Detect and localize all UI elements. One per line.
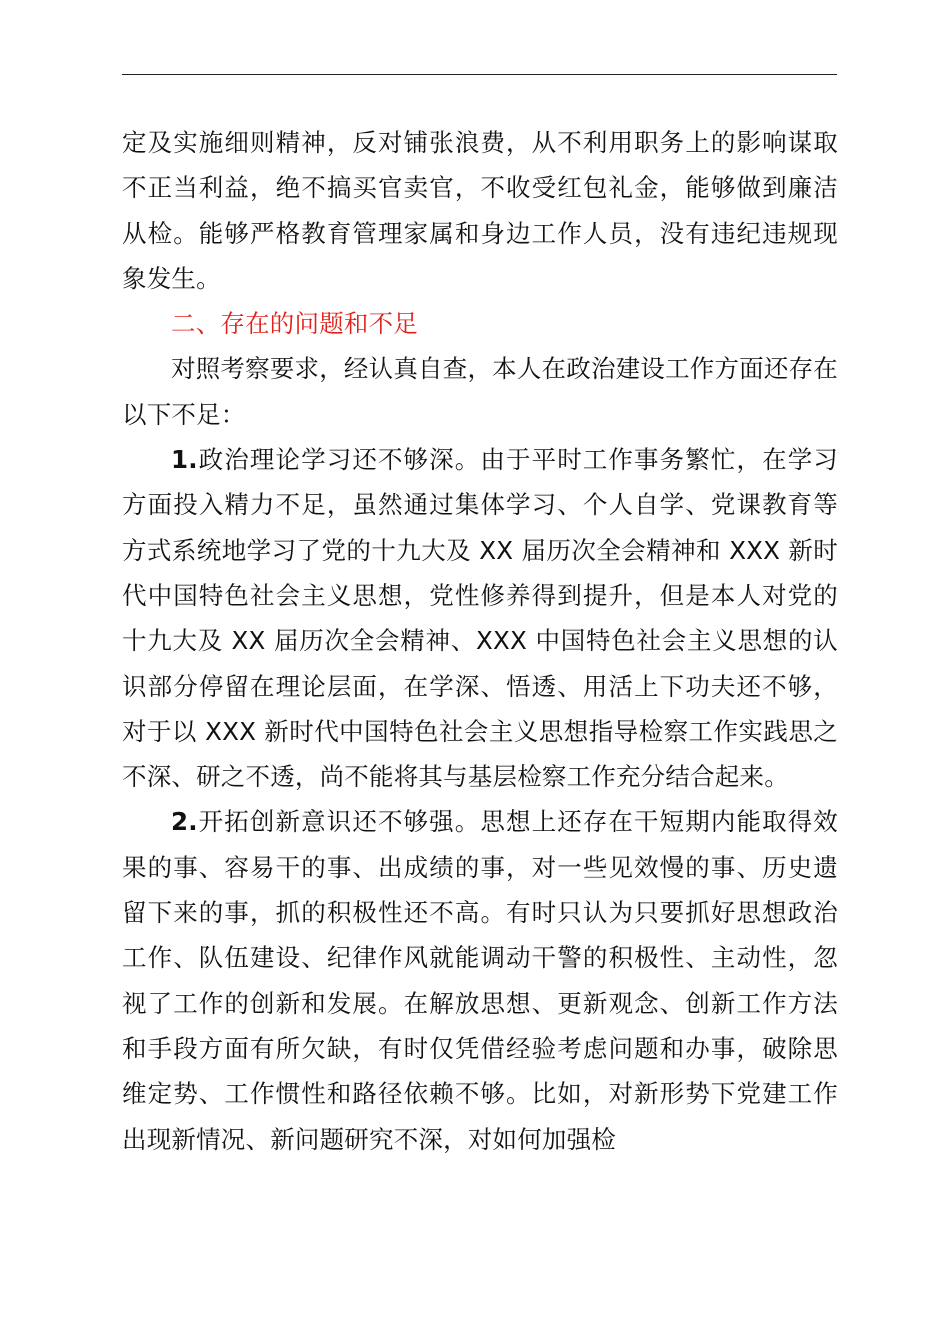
paragraph-continuation: 定及实施细则精神，反对铺张浪费，从不利用职务上的影响谋取不正当利益，绝不搞买官卖官，不收受红包礼金，能够做到廉洁从检。能够严格教育管理家属和身边工作人员，没有违纪违规现象发生。 (122, 128, 838, 293)
item-number: 1. (171, 445, 198, 475)
item-text: 政治理论学习还不够深。由于平时工作事务繁忙，在学习方面投入精力不足，虽然通过集体学习、个人自学、党课教育等方式系统地学习了党的十九大及 XX 届历次全会精神和 XXX 新时代中国特色社会主义思想，党性修养得到提升，但是本人对党的十九大及 XX 届历次全会精神、XXX 中国特色社会主义思想的认识部分停留在理论层面，在学深、悟透、用活上下功夫还不够，对于以 XXX 新时代中国特色社会主义思想指导检察工作实践思之不深、研之不透，尚不能将其与基层检察工作充分结合起来。 (122, 445, 838, 792)
item-number: 2. (171, 807, 198, 837)
header-rule (122, 74, 837, 75)
paragraph-item-1 (122, 437, 838, 799)
paragraph-item-2 (122, 799, 838, 1161)
item-text: 开拓创新意识还不够强。思想上还存在干短期内能取得效果的事、容易干的事、出成绩的事，对一些见效慢的事、历史遗留下来的事，抓的积极性还不高。有时只认为只要抓好思想政治工作、队伍建设、纪律作风就能调动干警的积极性、主动性，忽视了工作的创新和发展。在解放思想、更新观念、创新工作方法和手段方面有所欠缺，有时仅凭借经验考虑问题和办事，破除思维定势、工作惯性和路径依赖不够。比如，对新形势下党建工作出现新情况、新问题研究不深，对如何加强检 (122, 807, 838, 1154)
paragraph-intro: 对照考察要求，经认真自查，本人在政治建设工作方面还存在以下不足： (122, 354, 838, 429)
document-body (122, 120, 838, 1162)
section-heading: 二、存在的问题和不足 (171, 309, 418, 339)
